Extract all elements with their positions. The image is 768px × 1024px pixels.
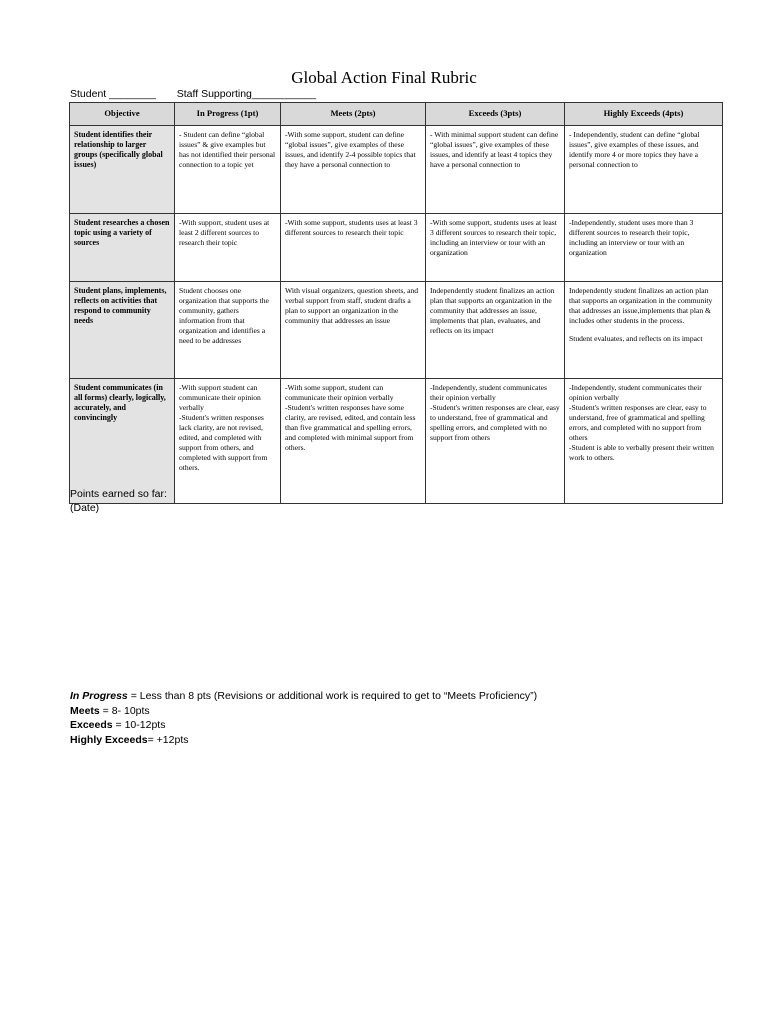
legend-line [70, 689, 537, 704]
criteria-text: -With support, student uses at least 2 different sources to research their topic [179, 218, 270, 248]
legend-term: Exceeds [70, 719, 113, 731]
criteria-text: -Student is able to verbally present their written work to others. [569, 443, 714, 463]
student-field-label: Student ________ [70, 88, 156, 100]
date-label: (Date) [70, 501, 100, 514]
rubric-row [70, 379, 723, 504]
objective-cell: Student plans, implements, reflects on activities that respond to community needs [70, 282, 175, 379]
criteria-cell-exceeds [426, 282, 565, 379]
scoring-legend [70, 689, 537, 747]
criteria-cell-meets [281, 282, 426, 379]
objective-cell: Student communicates (in all forms) clearly, logically, accurately, and convincingly [70, 379, 175, 504]
criteria-text: -Independently, student uses more than 3 different sources to research their topic, including an interview or tour with an organization [569, 218, 694, 258]
criteria-cell-highly-exceeds [565, 379, 723, 504]
criteria-text: -Student's written responses are clear, easy to understand, free of grammatical and spelling errors, and completed with no support from others [430, 403, 560, 443]
rubric-table [69, 102, 723, 504]
rubric-row [70, 282, 723, 379]
criteria-text: - Student can define “global issues” & give examples but has not identified their personal connection to a topic yet [179, 130, 276, 170]
criteria-text: - With minimal support student can define “global issues”, give examples of these issues, and identify at least 4 topics they have a personal connection to [430, 130, 559, 170]
criteria-text: -With some support, student can communicate their opinion verbally [285, 383, 394, 403]
criteria-cell-highly-exceeds [565, 282, 723, 379]
criteria-cell-meets [281, 379, 426, 504]
criteria-text: -Student's written responses have some clarity, are revised, edited, and contain less than five grammatical and spelling errors, and completed with minimal support from others. [285, 403, 416, 453]
criteria-text: - Independently, student can define “global issues”, give examples of these issues, and identify more 4 or more topics they have a personal connection to [569, 130, 700, 170]
staff-field-label: Staff Supporting___________ [176, 88, 317, 100]
criteria-text: -Student's written responses lack clarity, are not revised, edited, and completed with support from others, and completed with support from others. [179, 413, 268, 473]
criteria-text: -Independently, student communicates their opinion verbally [569, 383, 702, 403]
criteria-cell-meets [281, 214, 426, 282]
legend-line [70, 718, 537, 733]
objective-cell: Student researches a chosen topic using a variety of sources [70, 214, 175, 282]
criteria-cell-in-progress [175, 126, 281, 214]
criteria-text: -With some support, student can define “global issues”, give examples of these issues, and identify 2-4 possible topics that they have a personal connection to [285, 130, 416, 170]
legend-term: Meets [70, 704, 100, 717]
legend-line [70, 733, 537, 748]
criteria-cell-exceeds [426, 379, 565, 504]
header-exceeds: Exceeds (3pts) [426, 103, 565, 126]
legend-text: = 10-12pts [112, 719, 166, 731]
criteria-text: Independently student finalizes an action plan that supports an organization in the community that addresses an issue,implements that plan & includes other students in the process. [569, 286, 713, 326]
legend-line [70, 704, 537, 719]
legend-text: = 8- 10pts [99, 704, 150, 717]
criteria-cell-highly-exceeds [565, 126, 723, 214]
rubric-row [70, 126, 723, 214]
criteria-text: -With some support, students uses at least 3 different sources to research their topic [285, 218, 418, 238]
criteria-text: Student chooses one organization that supports the community, gathers information from that organization and identifies a need to be addresses [179, 286, 269, 346]
criteria-text: -Student's written responses are clear, easy to understand, free of grammatical and spelling errors, and completed with no support from others [569, 403, 707, 443]
criteria-text: -With support student can communicate their opinion verbally [179, 383, 261, 413]
criteria-cell-in-progress [175, 379, 281, 504]
header-highly-exceeds: Highly Exceeds (4pts) [565, 103, 723, 126]
criteria-text: -With some support, students uses at least 3 different sources to research their topic, including an interview or tour with an organization [430, 218, 557, 258]
criteria-cell-exceeds [426, 214, 565, 282]
legend-text: = Less than 8 pts (Revisions or additional work is required to get to “Meets Proficiency”) [127, 690, 538, 702]
criteria-cell-in-progress [175, 214, 281, 282]
legend-term: Highly Exceeds [70, 733, 148, 746]
legend-text: = +12pts [147, 733, 189, 746]
criteria-cell-exceeds [426, 126, 565, 214]
criteria-text: Student evaluates, and reflects on its impact [569, 334, 703, 344]
criteria-cell-meets [281, 126, 426, 214]
legend-term: In Progress [70, 690, 128, 702]
objective-cell: Student identifies their relationship to larger groups (specifically global issues) [70, 126, 175, 214]
document-title: Global Action Final Rubric [291, 68, 477, 87]
criteria-cell-highly-exceeds [565, 214, 723, 282]
rubric-row [70, 214, 723, 282]
header-meets: Meets (2pts) [281, 103, 426, 126]
criteria-text: With visual organizers, question sheets, and verbal support from staff, student drafts a plan to support an organization in the community that addresses an issue [285, 286, 419, 326]
criteria-text: -Independently, student communicates their opinion verbally [430, 383, 547, 403]
points-earned-label: Points earned so far: [70, 488, 167, 500]
points-section [70, 488, 167, 515]
header-in-progress: In Progress (1pt) [175, 103, 281, 126]
criteria-cell-in-progress [175, 282, 281, 379]
criteria-text: Independently student finalizes an action plan that supports an organization in the community that addresses an issue, implements that plan, evaluates, and reflects on its impact [430, 286, 555, 336]
paragraph-gap [569, 326, 718, 334]
student-staff-line [70, 88, 316, 100]
rubric-header-row [70, 103, 723, 126]
header-objective: Objective [70, 103, 175, 126]
